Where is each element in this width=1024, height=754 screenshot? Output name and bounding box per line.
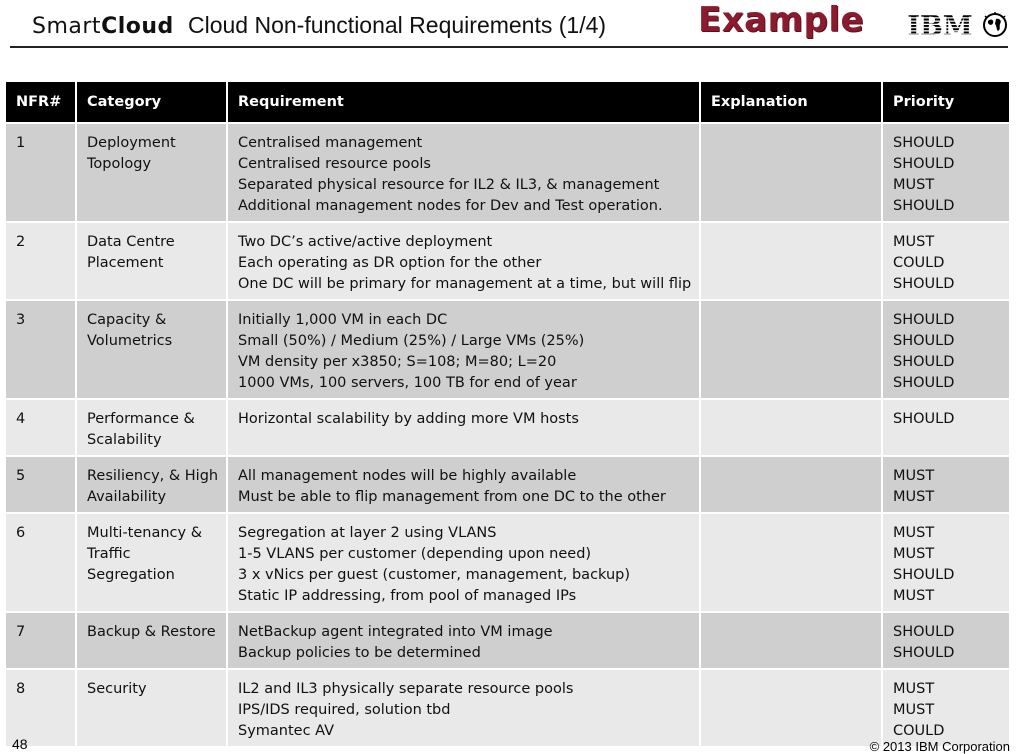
category-line: Segregation <box>87 567 175 583</box>
page-number: 48 <box>12 736 28 752</box>
col-header-requirement: Requirement <box>228 82 701 124</box>
nfr-table <box>6 82 1009 748</box>
nfr-cell: 7 <box>6 613 77 670</box>
table-row <box>6 457 1009 514</box>
priority-cell <box>883 457 1009 514</box>
category-line: Capacity & <box>87 312 167 328</box>
priority-line: SHOULD <box>893 156 955 172</box>
requirement-line: NetBackup agent integrated into VM image <box>238 624 553 640</box>
requirement-line: All management nodes will be highly available <box>238 468 577 484</box>
requirement-cell <box>228 301 701 400</box>
priority-line: MUST <box>893 681 935 697</box>
priority-line: MUST <box>893 588 935 604</box>
requirement-line: Static IP addressing, from pool of managed IPs <box>238 588 577 604</box>
priority-line: SHOULD <box>893 135 955 151</box>
example-stamp: Example <box>698 0 865 40</box>
category-cell <box>77 124 228 223</box>
table-row <box>6 223 1009 301</box>
category-cell <box>77 400 228 457</box>
smartcloud-brand <box>32 14 174 39</box>
priority-line: SHOULD <box>893 198 955 214</box>
table-body <box>6 124 1009 748</box>
table-row <box>6 613 1009 670</box>
explanation-cell <box>701 124 883 223</box>
priority-line: COULD <box>893 255 945 271</box>
requirement-line: Centralised management <box>238 135 423 151</box>
category-cell <box>77 613 228 670</box>
ibm-logo-icon <box>906 12 974 38</box>
requirement-line: One DC will be primary for management at a time, but will flip <box>238 276 692 292</box>
priority-line: MUST <box>893 546 935 562</box>
nfr-cell: 5 <box>6 457 77 514</box>
priority-cell <box>883 613 1009 670</box>
nfr-cell: 4 <box>6 400 77 457</box>
category-cell <box>77 514 228 613</box>
category-line: Scalability <box>87 432 162 448</box>
priority-cell <box>883 670 1009 748</box>
category-line: Availability <box>87 489 167 505</box>
requirement-cell <box>228 223 701 301</box>
explanation-cell <box>701 514 883 613</box>
category-line: Resiliency, & High <box>87 468 219 484</box>
nfr-cell: 6 <box>6 514 77 613</box>
requirement-line: Backup policies to be determined <box>238 645 481 661</box>
category-line: Backup & Restore <box>87 624 216 640</box>
requirement-cell <box>228 613 701 670</box>
explanation-cell <box>701 301 883 400</box>
requirement-line: Additional management nodes for Dev and Test operation. <box>238 198 663 214</box>
category-line: Volumetrics <box>87 333 173 349</box>
col-header-explanation: Explanation <box>701 82 883 124</box>
explanation-cell <box>701 457 883 514</box>
slide-title: Cloud Non-functional Requirements (1/4) <box>188 12 607 38</box>
requirement-line: Small (50%) / Medium (25%) / Large VMs (25%) <box>238 333 585 349</box>
nfr-cell: 3 <box>6 301 77 400</box>
explanation-cell <box>701 400 883 457</box>
table-row <box>6 124 1009 223</box>
requirement-line: Initially 1,000 VM in each DC <box>238 312 448 328</box>
priority-line: MUST <box>893 234 935 250</box>
category-line: Data Centre <box>87 234 175 250</box>
requirement-line: Horizontal scalability by adding more VM hosts <box>238 411 579 427</box>
priority-cell <box>883 223 1009 301</box>
priority-cell <box>883 124 1009 223</box>
requirement-cell <box>228 400 701 457</box>
explanation-cell <box>701 670 883 748</box>
requirement-cell <box>228 514 701 613</box>
priority-line: MUST <box>893 177 935 193</box>
requirement-line: VM density per x3850; S=108; M=80; L=20 <box>238 354 557 370</box>
title-divider <box>10 46 1008 48</box>
category-cell <box>77 670 228 748</box>
requirement-line: Segregation at layer 2 using VLANS <box>238 525 497 541</box>
table-header-row <box>6 82 1009 124</box>
category-line: Security <box>87 681 147 697</box>
requirement-cell <box>228 670 701 748</box>
nfr-cell: 8 <box>6 670 77 748</box>
priority-line: MUST <box>893 525 935 541</box>
priority-line: MUST <box>893 489 935 505</box>
table-row <box>6 400 1009 457</box>
brand-cloud-text: Cloud <box>101 14 174 39</box>
requirement-line: Separated physical resource for IL2 & IL3, & management <box>238 177 660 193</box>
priority-cell <box>883 400 1009 457</box>
category-line: Placement <box>87 255 164 271</box>
col-header-category: Category <box>77 82 228 124</box>
priority-line: SHOULD <box>893 354 955 370</box>
requirement-line: IPS/IDS required, solution tbd <box>238 702 451 718</box>
category-line: Traffic <box>87 546 131 562</box>
table-row <box>6 301 1009 400</box>
requirement-line: 1-5 VLANS per customer (depending upon need) <box>238 546 592 562</box>
priority-line: SHOULD <box>893 312 955 328</box>
explanation-cell <box>701 613 883 670</box>
requirement-cell <box>228 457 701 514</box>
requirement-line: 3 x vNics per guest (customer, management, backup) <box>238 567 631 583</box>
table-row <box>6 670 1009 748</box>
priority-line: MUST <box>893 468 935 484</box>
priority-cell <box>883 301 1009 400</box>
requirement-line: Two DC’s active/active deployment <box>238 234 493 250</box>
category-cell <box>77 457 228 514</box>
priority-cell <box>883 514 1009 613</box>
category-line: Multi-tenancy & <box>87 525 203 541</box>
priority-line: SHOULD <box>893 375 955 391</box>
category-line: Topology <box>87 156 152 172</box>
col-header-nfr: NFR# <box>6 82 77 124</box>
brand-smart-text: Smart <box>32 14 102 39</box>
priority-line: SHOULD <box>893 333 955 349</box>
priority-line: SHOULD <box>893 624 955 640</box>
requirement-line: Must be able to flip management from one DC to the other <box>238 489 666 505</box>
category-cell <box>77 301 228 400</box>
ibm-logo-text: IBM <box>907 12 973 38</box>
table-row <box>6 514 1009 613</box>
globe-icon <box>982 12 1008 38</box>
requirement-cell <box>228 124 701 223</box>
nfr-cell: 1 <box>6 124 77 223</box>
category-line: Performance & <box>87 411 195 427</box>
priority-line: MUST <box>893 702 935 718</box>
explanation-cell <box>701 223 883 301</box>
priority-line: SHOULD <box>893 645 955 661</box>
requirement-line: Symantec AV <box>238 723 335 739</box>
requirement-line: 1000 VMs, 100 servers, 100 TB for end of year <box>238 375 577 391</box>
priority-line: SHOULD <box>893 567 955 583</box>
copyright: © 2013 IBM Corporation <box>869 739 1010 754</box>
col-header-priority: Priority <box>883 82 1009 124</box>
priority-line: COULD <box>893 723 945 739</box>
requirement-line: IL2 and IL3 physically separate resource pools <box>238 681 574 697</box>
requirement-line: Centralised resource pools <box>238 156 431 172</box>
priority-line: SHOULD <box>893 411 955 427</box>
priority-line: SHOULD <box>893 276 955 292</box>
category-cell <box>77 223 228 301</box>
category-line: Deployment <box>87 135 176 151</box>
requirement-line: Each operating as DR option for the other <box>238 255 542 271</box>
nfr-cell: 2 <box>6 223 77 301</box>
